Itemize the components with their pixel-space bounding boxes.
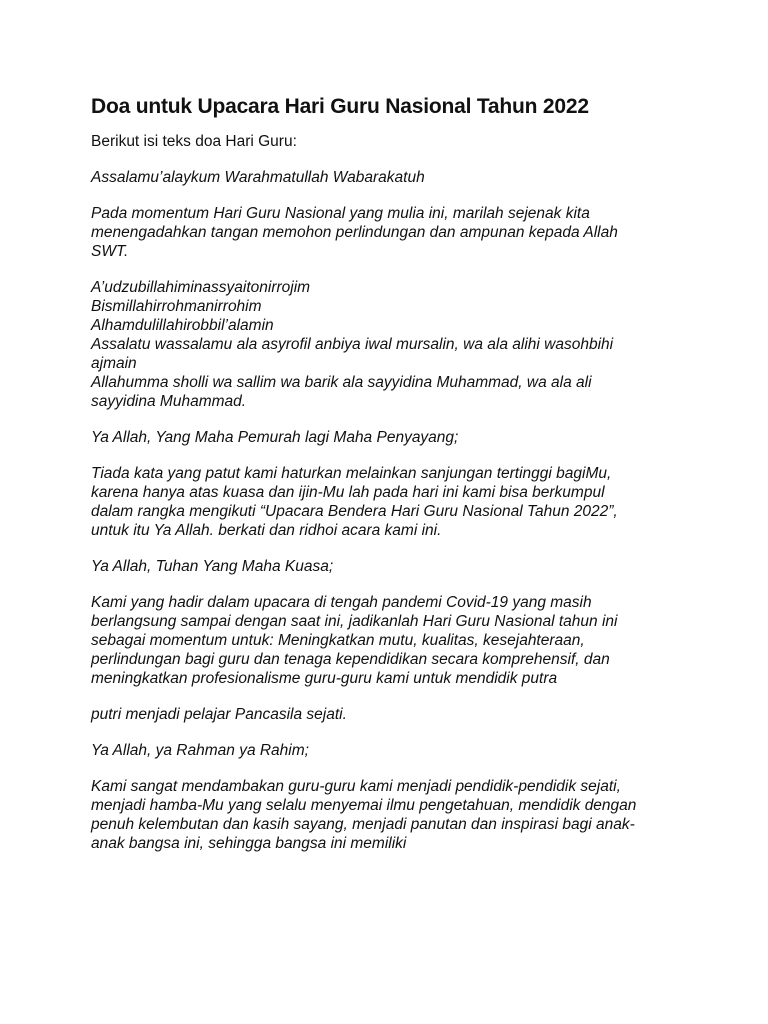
paragraph-line: Pada momentum Hari Guru Nasional yang mulia ini, marilah sejenak kita — [91, 205, 590, 222]
paragraph-line: Kami yang hadir dalam upacara di tengah pandemi Covid-19 yang masih — [91, 594, 592, 611]
paragraph-line: Assalatu wassalamu ala asyrofil anbiya iwal mursalin, wa ala alihi wasohbihi — [91, 336, 614, 353]
document-title: Doa untuk Upacara Hari Guru Nasional Tahun 2022 — [91, 95, 589, 118]
paragraph-line: berlangsung sampai dengan saat ini, jadikanlah Hari Guru Nasional tahun ini — [91, 613, 618, 630]
paragraph-line: ajmain — [91, 355, 137, 372]
prayer-paragraph — [91, 777, 691, 853]
paragraph-line: Bismillahirrohmanirrohim — [91, 298, 262, 315]
document-page — [91, 92, 691, 870]
paragraph-line: Ya Allah, ya Rahman ya Rahim; — [91, 742, 309, 759]
paragraph-line: Ya Allah, Yang Maha Pemurah lagi Maha Penyayang; — [91, 429, 459, 446]
paragraph-line: Kami sangat mendambakan guru-guru kami menjadi pendidik-pendidik sejati, — [91, 778, 621, 795]
prayer-paragraph — [91, 557, 691, 576]
paragraph-line: putri menjadi pelajar Pancasila sejati. — [91, 706, 347, 723]
prayer-paragraph — [91, 204, 691, 261]
paragraph-line: sebagai momentum untuk: Meningkatkan mutu, kualitas, kesejahteraan, — [91, 632, 585, 649]
paragraph-line: karena hanya atas kuasa dan ijin-Mu lah pada hari ini kami bisa berkumpul — [91, 484, 605, 501]
paragraph-line: SWT. — [91, 243, 129, 260]
paragraph-line: menjadi hamba-Mu yang selalu menyemai ilmu pengetahuan, mendidik dengan — [91, 797, 637, 814]
paragraph-line: penuh kelembutan dan kasih sayang, menjadi panutan dan inspirasi bagi anak- — [91, 816, 635, 833]
paragraph-line: sayyidina Muhammad. — [91, 393, 247, 410]
paragraph-line: A’udzubillahiminassyaitonirrojim — [91, 279, 311, 296]
prayer-paragraph — [91, 464, 691, 540]
prayer-paragraph — [91, 593, 691, 688]
prayer-paragraph — [91, 705, 691, 724]
prayer-paragraph — [91, 278, 691, 411]
prayer-paragraph — [91, 741, 691, 760]
paragraph-line: anak bangsa ini, sehingga bangsa ini memiliki — [91, 835, 407, 852]
paragraph-line: Tiada kata yang patut kami haturkan melainkan sanjungan tertinggi bagiMu, — [91, 465, 612, 482]
paragraph-line: Ya Allah, Tuhan Yang Maha Kuasa; — [91, 558, 334, 575]
paragraph-line: menengadahkan tangan memohon perlindungan dan ampunan kepada Allah — [91, 224, 618, 241]
paragraph-line: Alhamdulillahirobbil’alamin — [91, 317, 274, 334]
prayer-body — [91, 168, 691, 853]
paragraph-line: meningkatkan profesionalisme guru-guru kami untuk mendidik putra — [91, 670, 558, 687]
paragraph-line: dalam rangka mengikuti “Upacara Bendera Hari Guru Nasional Tahun 2022”, — [91, 503, 618, 520]
prayer-paragraph — [91, 428, 691, 447]
paragraph-line: untuk itu Ya Allah. berkati dan ridhoi acara kami ini. — [91, 522, 442, 539]
paragraph-line: Allahumma sholli wa sallim wa barik ala sayyidina Muhammad, wa ala ali — [91, 374, 592, 391]
prayer-paragraph — [91, 168, 691, 187]
intro-text: Berikut isi teks doa Hari Guru: — [91, 133, 297, 150]
paragraph-line: perlindungan bagi guru dan tenaga kependidikan secara komprehensif, dan — [91, 651, 610, 668]
paragraph-line: Assalamu’alaykum Warahmatullah Wabarakatuh — [91, 169, 425, 186]
